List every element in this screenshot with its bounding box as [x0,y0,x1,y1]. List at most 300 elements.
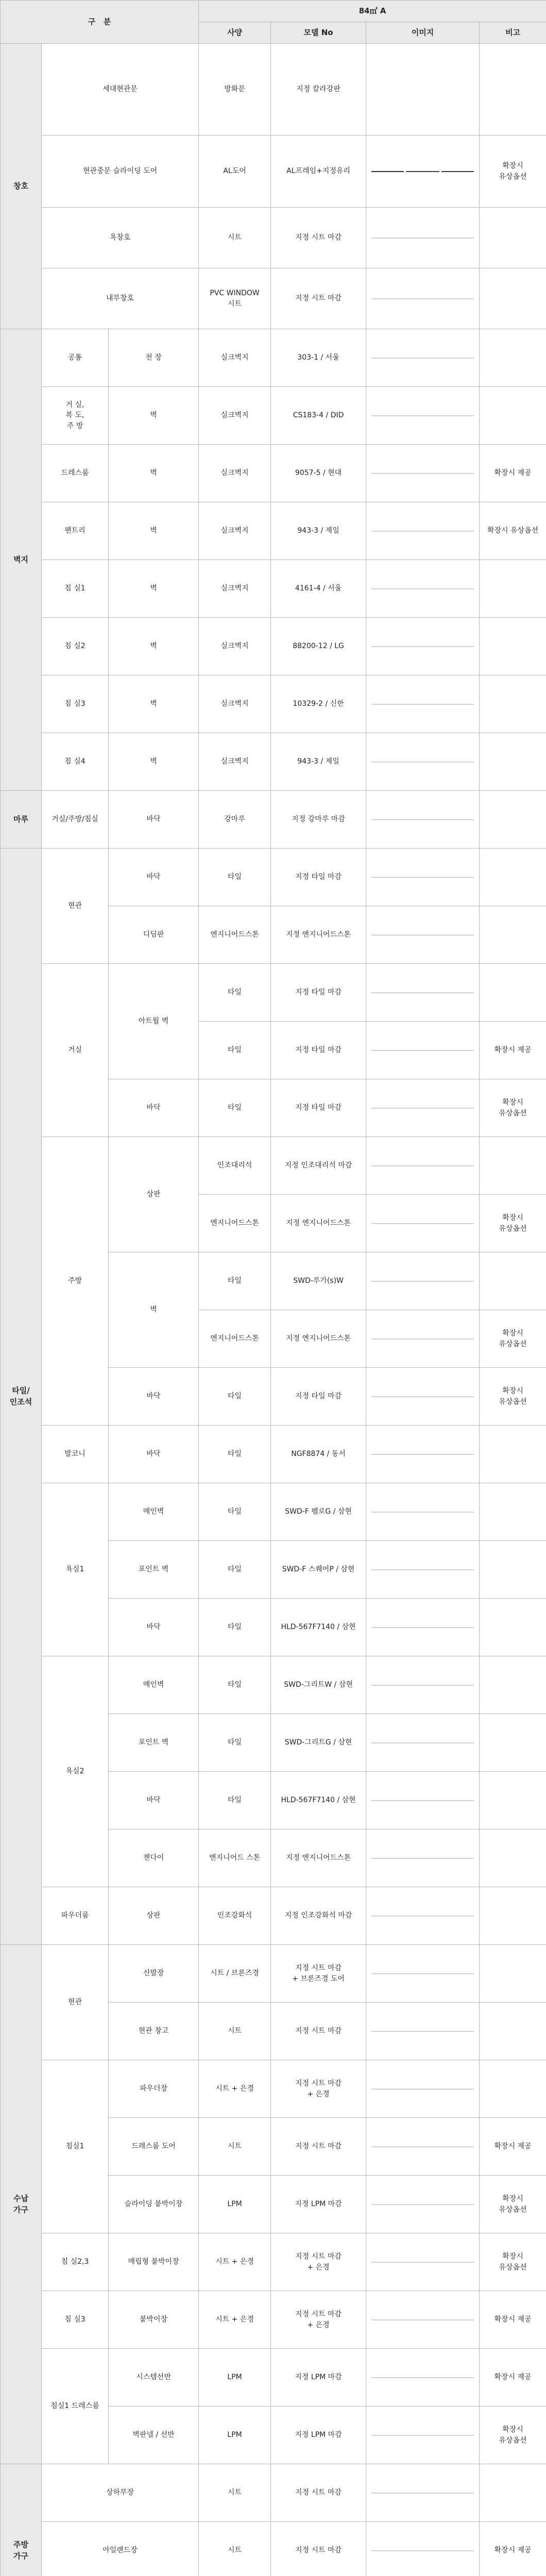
row-spec: AL도어 [199,135,271,208]
row-note [480,1714,546,1772]
table-row [1,387,546,445]
row-sub: 주방 [42,1137,109,1426]
row-image [366,618,480,675]
row-note [480,1772,546,1829]
row-model: 지정 인조강화석 마감 [271,1887,366,1945]
header-spec: 사양 [199,22,271,44]
table-row [1,733,546,791]
row-image [366,329,480,387]
row-part: 바닥 [109,1079,199,1137]
row-note [480,1887,546,1945]
sheet-swatch [371,238,474,239]
row-part: 바닥 [109,1368,199,1426]
row-model: 88200-12 / LG [271,618,366,675]
row-image [366,791,480,849]
row-note [480,1252,546,1310]
row-sub: 거실/주방/침실 [42,791,109,849]
row-image [366,387,480,445]
mirror-swatch [371,2262,474,2263]
tile-swatch [371,1512,474,1513]
header-section: 구 분 [1,1,199,44]
row-part: 바닥 [109,791,199,849]
row-note [480,618,546,675]
row-part: 시스템선반 [109,2349,199,2406]
row-image [366,964,480,1022]
row-sub: 침 실1 [42,560,109,618]
row-note [480,1656,546,1714]
table-row [1,675,546,733]
row-sub: 현관 [42,1945,109,2060]
row-note [480,964,546,1022]
table-row [1,208,546,268]
header-image: 이미지 [366,22,480,44]
row-sub: 파우더룸 [42,1887,109,1945]
row-spec: 타일 [199,849,271,906]
row-part: 메인벽 [109,1656,199,1714]
row-sub: 현관 [42,849,109,964]
row-note [480,387,546,445]
row-part: 아트월 벽 [109,964,199,1079]
row-image [366,1541,480,1599]
header-model: 모델 No [271,22,366,44]
tile-swatch [371,1685,474,1686]
row-sub: 내부창호 [42,268,199,329]
table-row [1,268,546,329]
row-image [366,1137,480,1195]
row-spec: 강마루 [199,791,271,849]
row-spec: 타일 [199,1252,271,1310]
row-note [480,560,546,618]
row-image [366,502,480,560]
stone-swatch [371,1858,474,1859]
row-spec: 엔지니어드 스톤 [199,1829,271,1887]
table-row [1,445,546,502]
row-note: 확장시 유상옵션 [480,1079,546,1137]
row-part: 포인트 벽 [109,1714,199,1772]
row-sub: 거실 [42,964,109,1137]
row-part: 바닥 [109,1426,199,1483]
row-image [366,2464,480,2522]
sliding-door-swatch [371,171,474,172]
row-sub: 침 실3 [42,2291,109,2349]
row-model: CS183-4 / DID [271,387,366,445]
row-model: 지정 LPM 마감 [271,2176,366,2233]
row-sub: 욕실2 [42,1656,109,1887]
wallpaper-swatch [371,473,474,474]
category-wall: 벽지 [1,329,42,791]
table-row [1,2464,546,2522]
row-image [366,2291,480,2349]
tile-swatch [371,1281,474,1282]
row-part: 메인벽 [109,1483,199,1541]
table-row [1,2522,546,2576]
category-storage: 수납 가구 [1,1945,42,2464]
row-note [480,791,546,849]
row-image [366,2060,480,2118]
row-model: SWD-그리트G / 삼현 [271,1714,366,1772]
row-note: 확장시 제공 [480,2118,546,2176]
row-part: 벽 [109,618,199,675]
row-part: 파우더장 [109,2060,199,2118]
row-part: 벽 [109,675,199,733]
table-row [1,1945,546,2003]
row-note [480,1137,546,1195]
category-floor: 마루 [1,791,42,849]
row-note [480,208,546,268]
tile-swatch [371,877,474,878]
row-image [366,2118,480,2176]
mirror-swatch [371,2319,474,2320]
row-sub: 침실1 [42,2060,109,2233]
wallpaper-swatch [371,531,474,532]
row-spec: 실크벽지 [199,618,271,675]
row-model: 지정 LPM 마감 [271,2349,366,2406]
row-note [480,1945,546,2003]
lpm-swatch [371,2377,474,2378]
row-spec: 실크벽지 [199,502,271,560]
row-part: 벽 [109,445,199,502]
row-spec: 타일 [199,1079,271,1137]
row-image [366,1310,480,1368]
mirror-swatch [371,1973,474,1974]
row-note: 확장시 제공 [480,1022,546,1079]
category-kitchen: 주방 가구 [1,2464,42,2576]
row-image [366,2003,480,2060]
row-part: 상판 [109,1137,199,1252]
sheet-swatch [371,2550,474,2551]
row-note [480,733,546,791]
wallpaper-swatch [371,646,474,647]
row-image [366,1079,480,1137]
row-image [366,268,480,329]
row-spec: 엔지니어드스톤 [199,1310,271,1368]
row-model: 지정 타일 마감 [271,1368,366,1426]
row-image [366,1656,480,1714]
row-model: 4161-4 / 서울 [271,560,366,618]
row-spec: 엔지니어드스톤 [199,1195,271,1252]
row-note [480,329,546,387]
row-part: 벽 [109,387,199,445]
row-image [366,2522,480,2576]
row-part: 디딤판 [109,906,199,964]
row-spec: 인조대리석 [199,1137,271,1195]
row-model: 지정 엔지니어드스톤 [271,1829,366,1887]
row-part: 상판 [109,1887,199,1945]
row-spec: 시트 [199,208,271,268]
row-model: 지정 타일 마감 [271,964,366,1022]
row-note: 확장시 유상옵션 [480,2176,546,2233]
row-part: 젠다이 [109,1829,199,1887]
table-row [1,1483,546,1541]
table-row [1,1887,546,1945]
row-sub: 공통 [42,329,109,387]
category-window: 창호 [1,44,42,329]
row-model: 지정 시트 마감 [271,2522,366,2576]
row-note [480,1599,546,1656]
row-spec: 실크벽지 [199,387,271,445]
wallpaper-swatch [371,761,474,762]
row-image [366,1772,480,1829]
row-note [480,2060,546,2118]
row-note [480,675,546,733]
tile-swatch [371,1569,474,1570]
row-image [366,1945,480,2003]
table-row [1,964,546,1022]
row-note: 확장시 유상옵션 [480,2233,546,2291]
row-note: 확장시 유상옵션 [480,1368,546,1426]
row-model: 지정 시트 마감 [271,2003,366,2060]
row-sub: 욕실1 [42,1483,109,1656]
row-image [366,1887,480,1945]
row-note [480,1426,546,1483]
row-sub: 아일랜드장 [42,2522,199,2576]
header-note: 비고 [480,22,546,44]
row-spec: 타일 [199,1022,271,1079]
row-image [366,675,480,733]
tile-swatch [371,1050,474,1051]
row-image [366,2406,480,2464]
tile-swatch [371,1742,474,1743]
row-image [366,1599,480,1656]
row-sub: 발코니 [42,1426,109,1483]
row-model: 지정 시트 마감 [271,2118,366,2176]
row-model: 지정 LPM 마감 [271,2406,366,2464]
row-note [480,849,546,906]
row-model: 지정 타일 마감 [271,1022,366,1079]
table-row [1,618,546,675]
sheet-swatch [371,2031,474,2032]
row-model: SWD-F 스퀘어P / 삼현 [271,1541,366,1599]
row-note: 확장시 유상옵션 [480,502,546,560]
table-row [1,2291,546,2349]
row-part: 붙박이장 [109,2291,199,2349]
row-image [366,906,480,964]
row-model: 지정 시트 마감 + 은경 [271,2060,366,2118]
row-image [366,1426,480,1483]
row-spec: 타일 [199,1426,271,1483]
row-model: 지정 엔지니어드스톤 [271,906,366,964]
header-unit: 84㎡ A [199,1,546,22]
row-part: 매립형 붙박이장 [109,2233,199,2291]
table-row [1,2349,546,2406]
row-model: 지정 시트 마감 + 브론즈경 도어 [271,1945,366,2003]
row-model: 303-1 / 서울 [271,329,366,387]
row-note: 확장시 제공 [480,2349,546,2406]
row-model: 943-3 / 제일 [271,733,366,791]
row-model: 9057-5 / 현대 [271,445,366,502]
row-part: 천 장 [109,329,199,387]
row-spec: 타일 [199,1483,271,1541]
lpm-swatch [371,2435,474,2436]
sheet-swatch [371,2146,474,2147]
row-note: 확장시 유상옵션 [480,1310,546,1368]
tile-swatch [371,1627,474,1628]
row-note: 확장시 제공 [480,445,546,502]
row-model: 지정 시트 마감 + 은경 [271,2291,366,2349]
row-image [366,1252,480,1310]
row-part: 바닥 [109,849,199,906]
row-sub: 욕창호 [42,208,199,268]
row-note [480,2464,546,2522]
row-sub: 드레스룸 [42,445,109,502]
row-part: 드레스룸 도어 [109,2118,199,2176]
row-model: 지정 칼라강판 [271,44,366,135]
row-image [366,849,480,906]
table-row [1,2060,546,2118]
row-part: 벽 [109,1252,199,1368]
stone-swatch [371,1223,474,1224]
row-spec: 실크벽지 [199,445,271,502]
row-model: 지정 타일 마감 [271,849,366,906]
flooring-swatch [371,819,474,820]
row-image [366,1714,480,1772]
row-image [366,1022,480,1079]
row-part: 벽 [109,733,199,791]
row-note [480,268,546,329]
row-spec: 시트 + 은경 [199,2291,271,2349]
row-note: 확장시 제공 [480,2291,546,2349]
table-row [1,44,546,135]
row-note [480,44,546,135]
table-row [1,560,546,618]
row-spec: 타일 [199,1541,271,1599]
row-image [366,2349,480,2406]
row-spec: 인조강화석 [199,1887,271,1945]
stone-swatch [371,1338,474,1340]
row-sub: 침 실4 [42,733,109,791]
row-image [366,2233,480,2291]
row-model: 지정 인조대리석 마감 [271,1137,366,1195]
row-sub: 세대현관문 [42,44,199,135]
row-part: 현관 창고 [109,2003,199,2060]
row-image [366,733,480,791]
stone-swatch [371,935,474,936]
category-tile: 타일/ 인조석 [1,849,42,1945]
row-model: SWD-그리트W / 삼현 [271,1656,366,1714]
row-image [366,1368,480,1426]
row-model: 지정 시트 마감 + 은경 [271,2233,366,2291]
row-note [480,2003,546,2060]
row-sub: 상하부장 [42,2464,199,2522]
header-row-1 [1,1,546,22]
row-model: 943-3 / 제일 [271,502,366,560]
row-spec: LPM [199,2349,271,2406]
row-spec: 시트 [199,2522,271,2576]
row-spec: 시트 [199,2003,271,2060]
row-image [366,445,480,502]
row-note: 확장시 유상옵션 [480,135,546,208]
row-model: 지정 강마루 마감 [271,791,366,849]
marble-swatch [371,1165,474,1166]
row-spec: 실크벽지 [199,329,271,387]
row-spec: 타일 [199,1772,271,1829]
row-spec: 시트 [199,2464,271,2522]
row-note [480,1541,546,1599]
row-model: 지정 시트 마감 [271,268,366,329]
lpm-swatch [371,2204,474,2205]
row-spec: 시트 [199,2118,271,2176]
row-note: 확장시 유상옵션 [480,1195,546,1252]
sheet-swatch [371,298,474,299]
row-part: 슬라이딩 붙박이장 [109,2176,199,2233]
row-part: 벽 [109,502,199,560]
row-spec: 시트 / 브론즈경 [199,1945,271,2003]
tile-swatch [371,992,474,993]
row-spec: 실크벽지 [199,733,271,791]
tile-swatch [371,1454,474,1455]
row-model: SWD-F 펠로G / 삼현 [271,1483,366,1541]
row-image [366,208,480,268]
table-row [1,849,546,906]
row-model: 지정 타일 마감 [271,1079,366,1137]
row-part: 벽판넬 / 선반 [109,2406,199,2464]
row-sub: 현관중문 슬라이딩 도어 [42,135,199,208]
row-note: 확장시 제공 [480,2522,546,2576]
row-part: 바닥 [109,1599,199,1656]
table-row [1,502,546,560]
row-spec: 타일 [199,1599,271,1656]
row-spec: 시트 + 은경 [199,2060,271,2118]
row-model: SWD-루가(s)W [271,1252,366,1310]
row-model: NGF8874 / 동서 [271,1426,366,1483]
row-model: 10329-2 / 신한 [271,675,366,733]
row-spec: LPM [199,2406,271,2464]
row-model: 지정 엔지니어드스톤 [271,1195,366,1252]
row-spec: 타일 [199,1656,271,1714]
row-note: 확장시 유상옵션 [480,2406,546,2464]
mirror-swatch [371,2089,474,2090]
row-spec: 타일 [199,1368,271,1426]
row-image [366,2176,480,2233]
row-part: 포인트 벽 [109,1541,199,1599]
row-note [480,1483,546,1541]
row-spec: 시트 + 은경 [199,2233,271,2291]
row-image [366,1483,480,1541]
row-sub: 침 실3 [42,675,109,733]
row-sub: 팬트리 [42,502,109,560]
row-spec: 실크벽지 [199,560,271,618]
row-model: 지정 시트 마감 [271,2464,366,2522]
row-part: 신발장 [109,1945,199,2003]
row-note [480,1829,546,1887]
row-sub: 침 실2 [42,618,109,675]
row-model: HLD-567F7140 / 삼현 [271,1772,366,1829]
row-sub: 침 실2,3 [42,2233,109,2291]
row-spec: PVC WINDOW 시트 [199,268,271,329]
row-spec: 실크벽지 [199,675,271,733]
row-image [366,44,480,135]
row-image [366,135,480,208]
row-spec: 타일 [199,1714,271,1772]
row-sub: 거 실, 복 도, 주 방 [42,387,109,445]
stone-swatch [371,1916,474,1917]
row-model: 지정 시트 마감 [271,208,366,268]
tile-swatch [371,1108,474,1109]
row-part: 벽 [109,560,199,618]
wallpaper-swatch [371,358,474,359]
row-spec: 엔지니어드스톤 [199,906,271,964]
sheet-swatch [371,2493,474,2494]
tile-swatch [371,1800,474,1801]
row-image [366,1829,480,1887]
table-row [1,135,546,208]
tile-swatch [371,1396,474,1397]
row-note [480,906,546,964]
table-row [1,791,546,849]
row-spec: 타일 [199,964,271,1022]
row-sub: 침실1 드레스룸 [42,2349,109,2464]
row-spec: LPM [199,2176,271,2233]
